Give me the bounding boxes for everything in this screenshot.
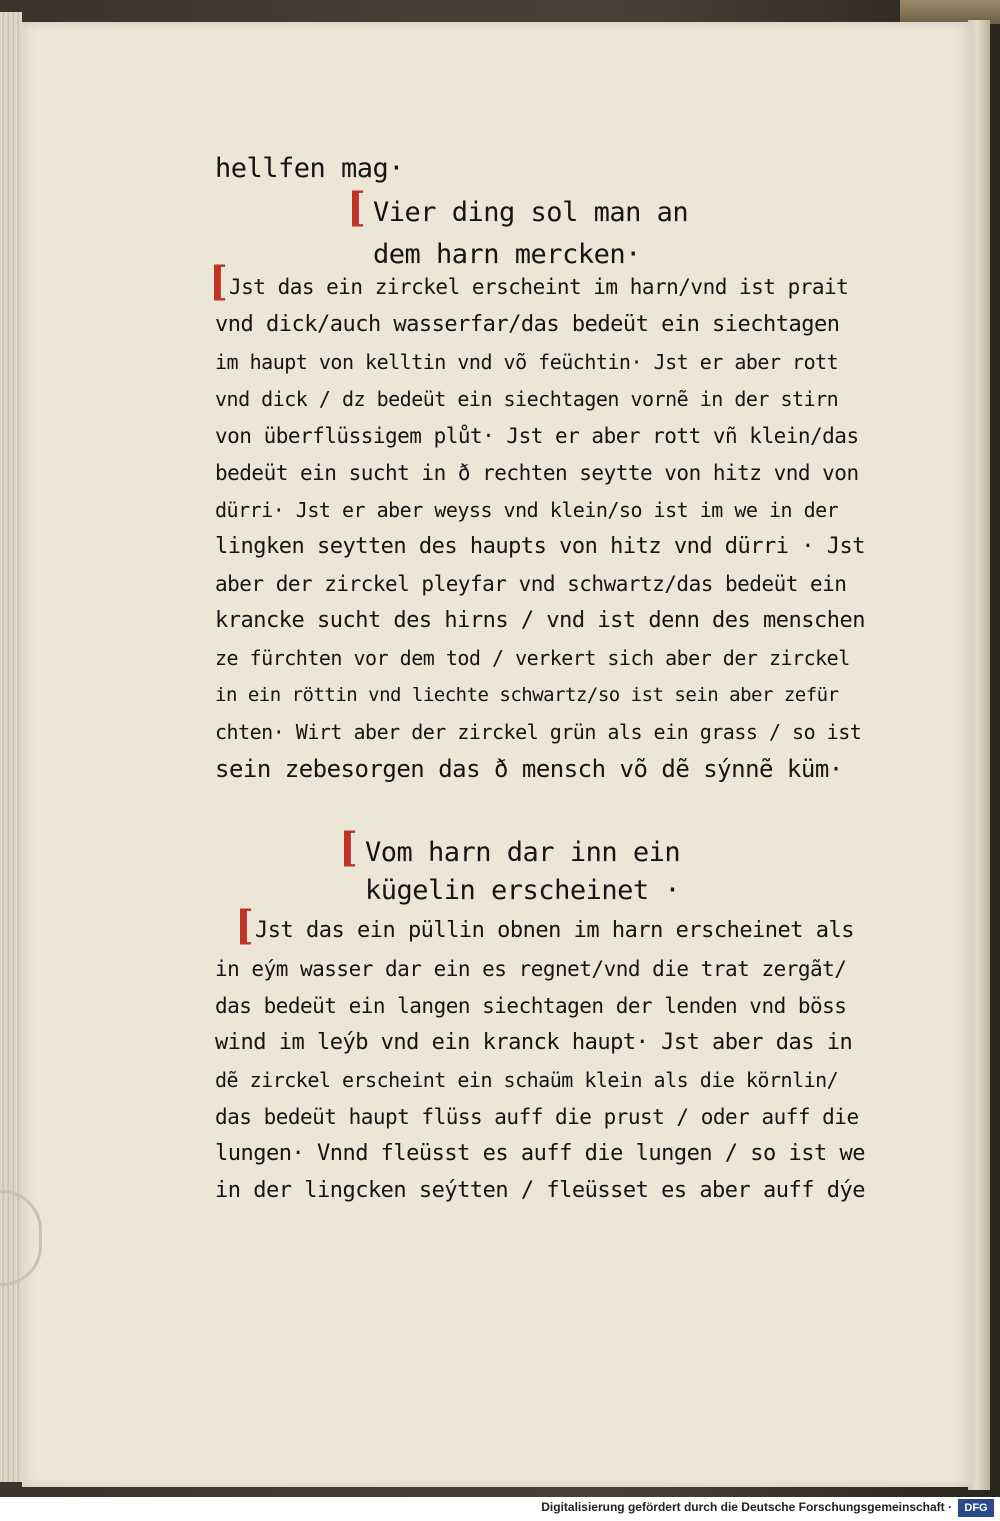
text-line: in der lingcken seýtten / fleüsset es aber auff dýe xyxy=(215,1178,866,1203)
text-line: dürri· Jst er aber weyss vnd klein/so ist im we in der xyxy=(215,498,839,522)
text-line: chten· Wirt aber der zirckel grün als ein grass / so ist xyxy=(215,720,862,744)
text-line: in ein röttin vnd liechte schwartz/so ist sein aber zefür xyxy=(215,684,839,706)
text-line: dẽ zirckel erscheint ein schaüm klein als die körnlin/ xyxy=(215,1068,839,1092)
text-line: hellfen mag· xyxy=(215,153,405,184)
rubric-mark: [ xyxy=(209,258,228,305)
text-line: vnd dick / dz bedeüt ein siechtagen vornẽ in der stirn xyxy=(215,387,839,411)
text-line: in eým wasser dar ein es regnet/vnd die trat zergãt/ xyxy=(215,957,847,981)
text-line: Jst das ein zirckel erscheint im harn/vnd ist prait xyxy=(229,275,849,299)
text-line: von überflüssigem plůt· Jst er aber rott vñ klein/das xyxy=(215,424,859,448)
section-heading: kügelin erscheinet · xyxy=(365,875,681,906)
text-line: aber der zirckel pleyfar vnd schwartz/das bedeüt ein xyxy=(215,572,847,596)
text-line: das bedeüt ein langen siechtagen der lenden vnd böss xyxy=(215,994,847,1018)
rubric-mark: [ xyxy=(235,902,254,949)
text-line: lungen· Vnnd fleüsst es auff die lungen / so ist we xyxy=(215,1141,866,1166)
text-line: das bedeüt haupt flüss auff die prust / oder auff die xyxy=(215,1105,859,1129)
text-line: ze fürchten vor dem tod / verkert sich aber der zirckel xyxy=(215,646,850,670)
text-line: lingken seytten des haupts von hitz vnd dürri · Jst xyxy=(215,534,866,559)
text-line: vnd dick/auch wasserfar/das bedeüt ein siechtagen xyxy=(215,312,840,337)
text-line: im haupt von kelltin vnd võ feüchtin· Jst er aber rott xyxy=(215,350,839,374)
text-line: sein zebesorgen das ð mensch võ dẽ sýnnẽ küm· xyxy=(215,755,843,783)
text-line: Jst das ein püllin obnen im harn erscheinet als xyxy=(255,918,855,943)
rubric-mark: [ xyxy=(339,824,358,871)
dfg-logo: DFG xyxy=(958,1499,994,1517)
text-line: krancke sucht des hirns / vnd ist denn des menschen xyxy=(215,608,866,633)
text-line: wind im leýb vnd ein kranck haupt· Jst aber das in xyxy=(215,1030,853,1055)
section-heading: dem harn mercken· xyxy=(373,239,641,270)
text-line: bedeüt ein sucht in ð rechten seytte von hitz vnd von xyxy=(215,461,859,485)
section-heading: Vier ding sol man an xyxy=(373,197,689,228)
rubric-mark: [ xyxy=(347,184,366,231)
section-heading: Vom harn dar inn ein xyxy=(365,837,681,868)
footer-credit: Digitalisierung gefördert durch die Deutsche Forschungsgemeinschaft · xyxy=(541,1500,952,1514)
footer-bar xyxy=(0,1497,1000,1521)
